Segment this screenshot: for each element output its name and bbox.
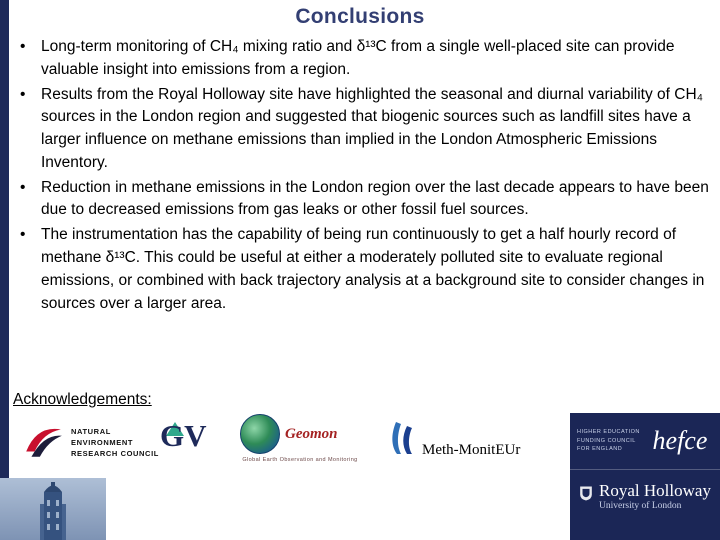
- gv-wordmark: GV: [160, 418, 207, 453]
- hefce-caption: [577, 428, 640, 454]
- acknowledgements-label: Acknowledgements:: [13, 391, 152, 408]
- nerc-line-2: ENVIRONMENT: [71, 438, 134, 448]
- gv-logo: [160, 418, 207, 464]
- royal-holloway-subtitle: University of London: [599, 500, 682, 511]
- nerc-logo: [22, 420, 159, 467]
- nerc-wordmark: [71, 427, 159, 460]
- founders-building-image: [0, 478, 106, 540]
- globe-icon: [240, 414, 280, 454]
- blue-flame-icon: [388, 420, 418, 461]
- nerc-line-1: NATURAL: [71, 427, 111, 437]
- royal-holloway-wordmark: Royal Holloway: [599, 481, 711, 500]
- bullet-item-1: • Long-term monitoring of CH₄ mixing ratio and δ¹³C from a single well-placed site can provide valuable insight into emissions from a region.: [13, 36, 709, 82]
- nerc-line-3: RESEARCH COUNCIL: [71, 448, 159, 458]
- geomon-wordmark: Geomon: [285, 425, 338, 442]
- bullet-item-2: • Results from the Royal Holloway site have highlighted the seasonal and diurnal variability of CH₄ sources in the London region and suggested that biogenic sources such as landfill sites have a larger influence on methane emissions than implied in the London Atmospheric Emissions Inventory.: [13, 84, 709, 175]
- bullet-item-3: • Reduction in methane emissions in the London region over the last decade appears to have been due to decreased emissions from gas leaks or other fossil fuel sources.: [13, 177, 709, 223]
- hefce-logo: [570, 413, 720, 470]
- meth-moniteur-logo: [388, 420, 520, 461]
- hefce-wordmark: hefce: [652, 426, 708, 455]
- nerc-swoosh-icon: [22, 420, 64, 467]
- geomon-caption: Global Earth Observation and Monitoring: [242, 457, 358, 463]
- crest-icon: [579, 485, 593, 507]
- left-edge-bar: [0, 0, 9, 540]
- footer-right-panel: [570, 413, 720, 540]
- hefce-line-1: HIGHER EDUCATION: [577, 428, 640, 435]
- bullet-list: [13, 36, 709, 317]
- hefce-line-3: FOR ENGLAND: [577, 446, 623, 453]
- hefce-line-2: FUNDING COUNCIL: [577, 437, 636, 444]
- geomon-logo: [240, 414, 360, 463]
- bullet-item-4: • The instrumentation has the capability of being run continuously to get a half hourly record of methane δ¹³C. This could be useful at either a moderately polluted site to evaluate regional emissions, or combined with back trajectory analysis at a background site to consider changes in sources over a larger area.: [13, 224, 709, 315]
- slide-title: Conclusions: [295, 5, 425, 28]
- meth-moniteur-wordmark: Meth-MonitEUr: [422, 442, 521, 458]
- royal-holloway-logo: [570, 470, 720, 511]
